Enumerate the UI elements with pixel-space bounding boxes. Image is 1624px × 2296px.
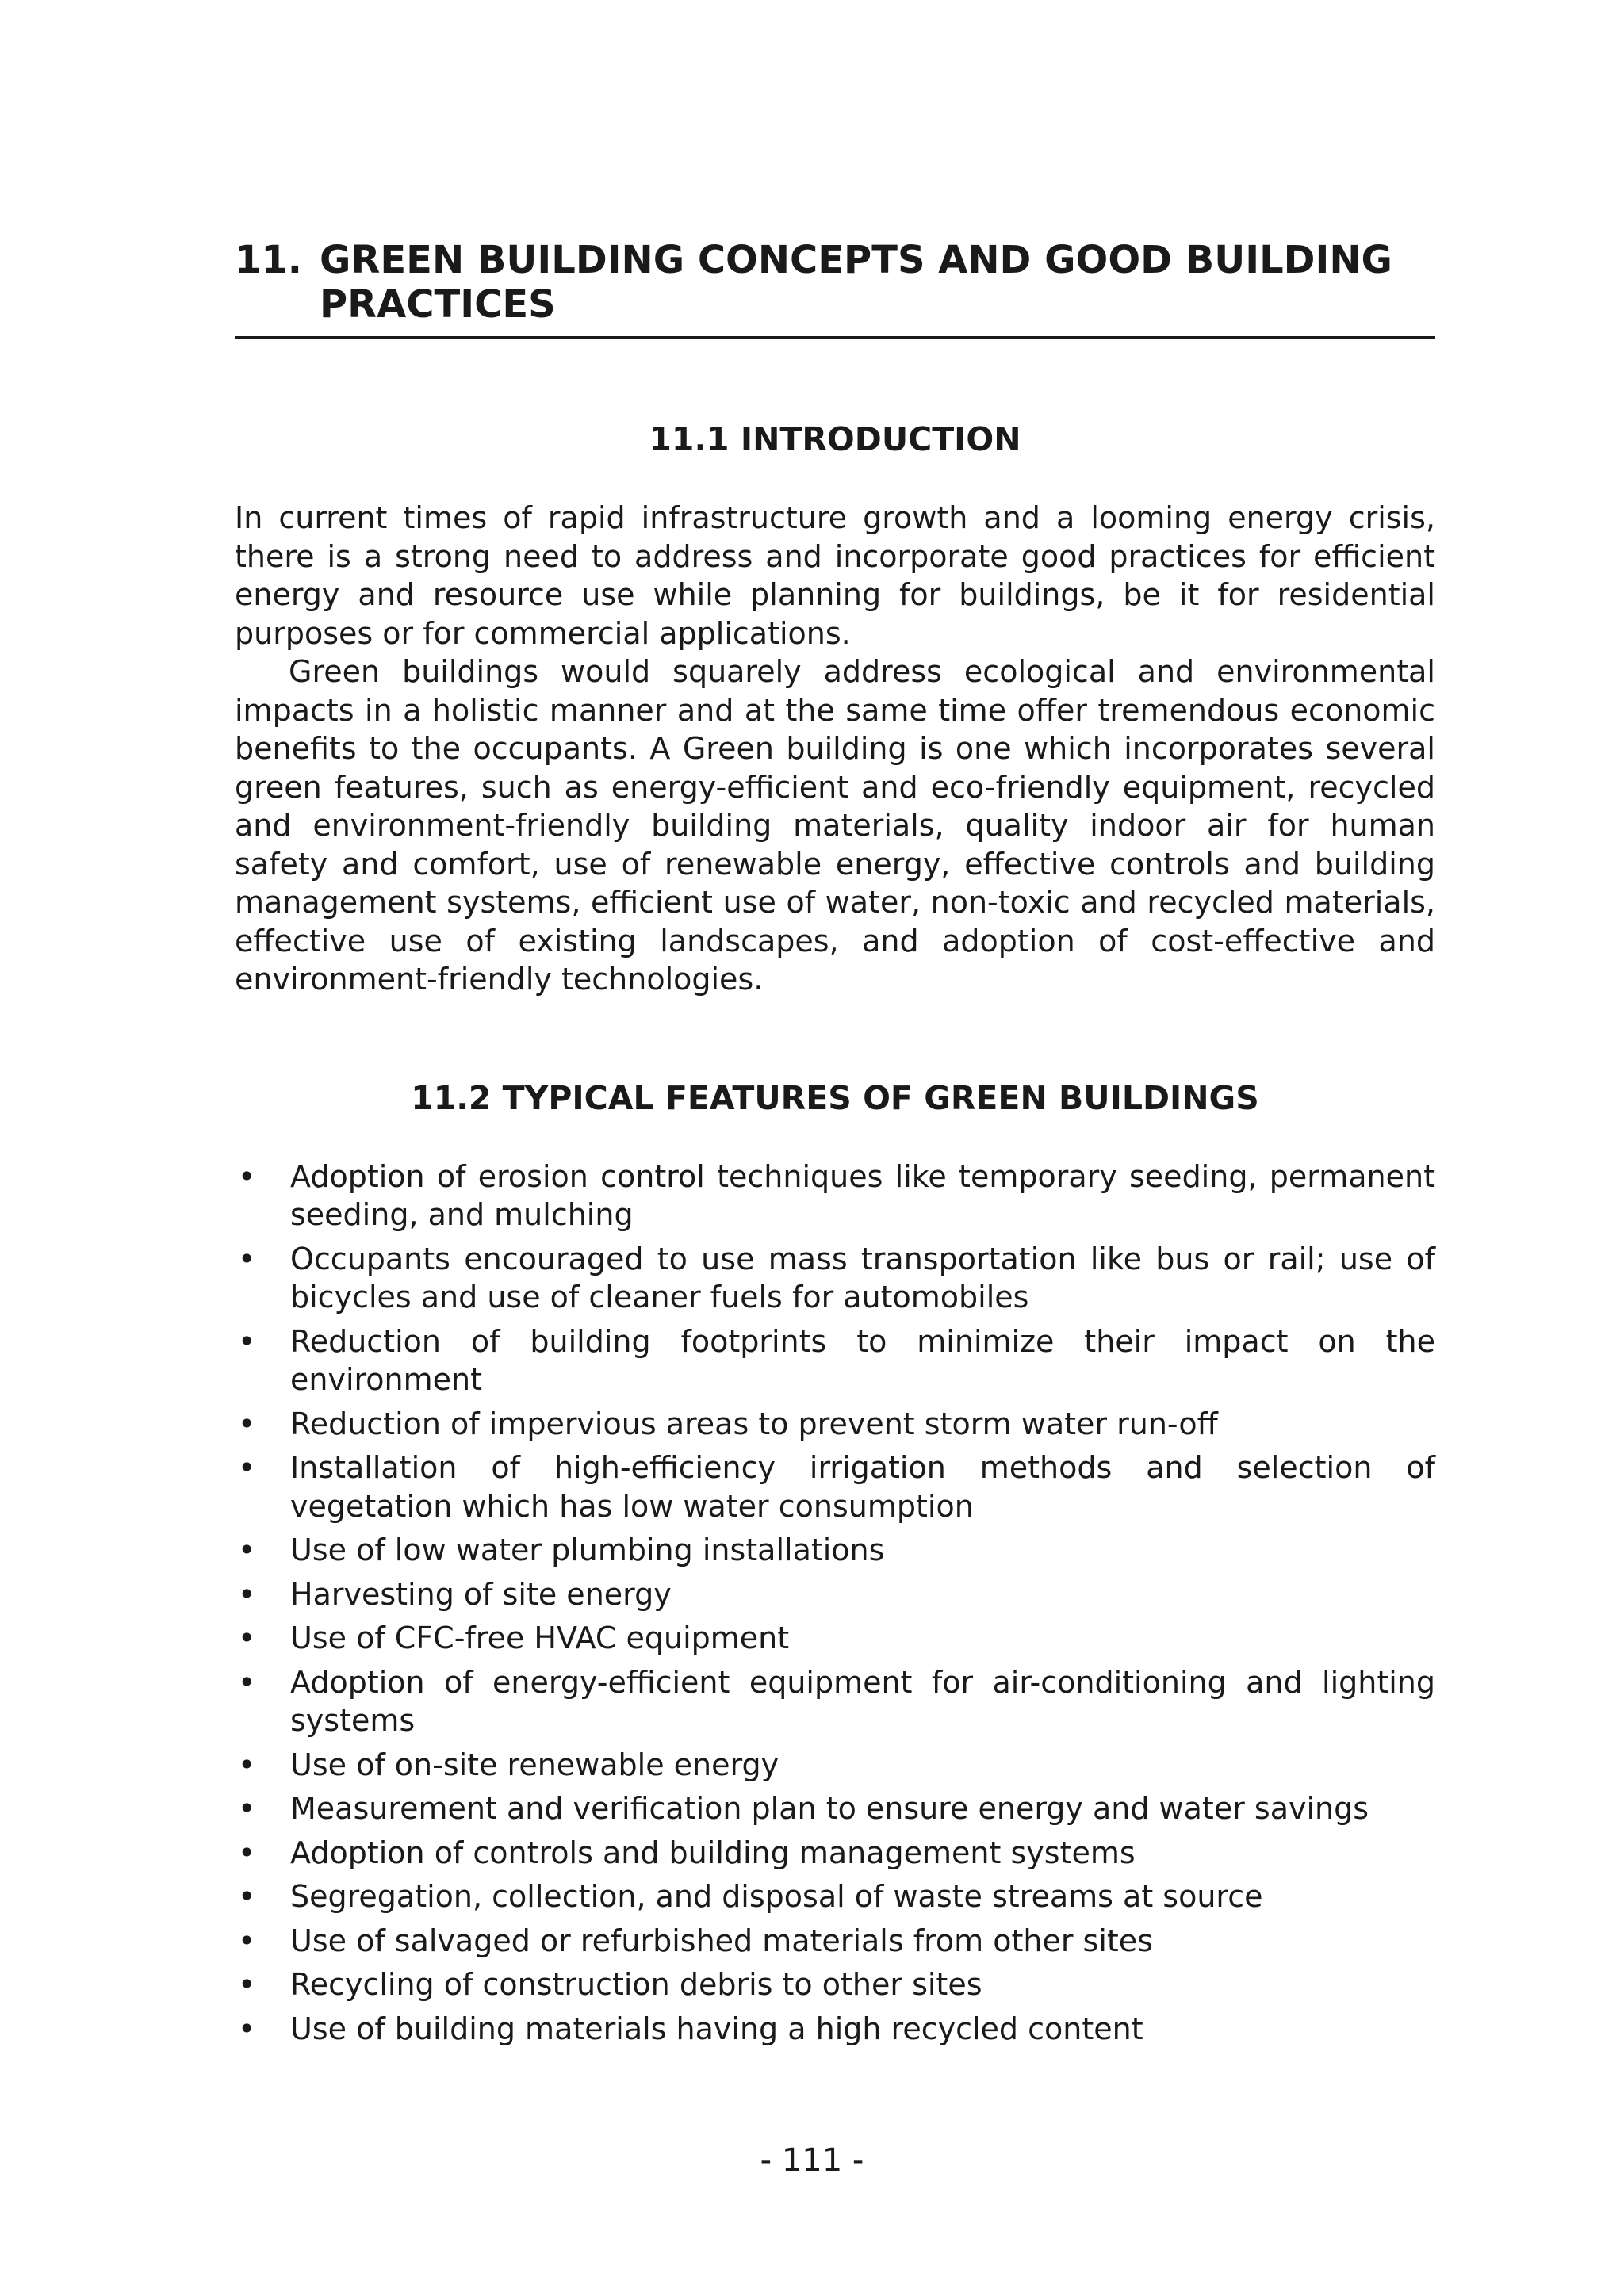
feature-list-item [235,2010,1435,2049]
feature-text: Use of salvaged or refurbished materials from other sites [290,1923,1153,1958]
bullet-icon: • [238,1406,256,1441]
bullet-icon: • [238,1879,256,1914]
feature-list-item [235,1965,1435,2004]
feature-text: Use of on-site renewable energy [290,1747,779,1782]
bullet-icon: • [238,1621,256,1655]
feature-text: Adoption of controls and building management systems [290,1835,1136,1870]
feature-list-item [235,1531,1435,1570]
feature-text: Recycling of construction debris to other sites [290,1967,982,2002]
feature-list-item [235,1877,1435,1916]
feature-text: Segregation, collection, and disposal of waste streams at source [290,1879,1263,1914]
feature-text: Adoption of energy-efficient equipment for air-conditioning and lighting systems [290,1664,1435,1738]
feature-text: Use of low water plumbing installations [290,1533,885,1567]
chapter-title-text: GREEN BUILDING CONCEPTS AND GOOD BUILDING PRACTICES [320,238,1392,327]
feature-list-item [235,1405,1435,1444]
chapter-title [235,238,1435,327]
feature-list-item [235,1322,1435,1399]
feature-list-item [235,1619,1435,1658]
bullet-icon: • [238,1664,256,1700]
bullet-icon: • [238,1967,256,2002]
intro-paragraph: Green buildings would squarely address ecological and environmental impacts in a holistic manner and at the same time offer tremendous economic benefits to the occupants. A Green building is one which incorporates several green features, such as energy-efficient and eco-friendly equipment, recycled and environment-friendly building materials, quality indoor air for human safety and comfort, use of renewable energy, effective controls and building management systems, efficient use of water, non-toxic and recycled materials, effective use of existing landscapes, and adoption of cost-effective and environment-friendly technologies. [235,654,1435,997]
feature-text: Reduction of impervious areas to prevent storm water run-off [290,1406,1218,1441]
feature-list-item [235,1922,1435,1961]
bullet-icon: • [238,1923,256,1958]
bullet-icon: • [238,1158,256,1194]
chapter-title-rule [235,336,1435,339]
bullet-icon: • [238,1791,256,1826]
bullet-icon: • [238,1533,256,1567]
feature-text: Use of CFC-free HVAC equipment [290,1621,790,1655]
feature-list-item [235,1158,1435,1234]
feature-list-item [235,1448,1435,1525]
bullet-icon: • [238,1323,256,1359]
chapter-number: 11. [235,238,303,282]
bullet-icon: • [238,1241,256,1276]
bullet-icon: • [238,1450,256,1485]
feature-text: Reduction of building footprints to minimize their impact on the environment [290,1323,1435,1397]
feature-list-item [235,1746,1435,1785]
bullet-icon: • [238,2011,256,2046]
feature-list-item [235,1575,1435,1614]
feature-list-item [235,1240,1435,1317]
bullet-icon: • [238,1835,256,1870]
feature-text: Adoption of erosion control techniques like temporary seeding, permanent seeding, and mulching [290,1158,1435,1232]
feature-list-item [235,1789,1435,1828]
feature-text: Installation of high-efficiency irrigation methods and selection of vegetation which has low water consumption [290,1450,1435,1524]
bullet-icon: • [238,1576,256,1612]
intro-paragraph: In current times of rapid infrastructure growth and a looming energy crisis, there is a strong need to address and incorporate good practices for efficient energy and resource use while planning for buildings, be it for residential purposes or for commercial applications. [235,500,1435,651]
document-page [235,238,1435,2053]
page-number: - 111 - [760,2142,864,2179]
feature-text: Harvesting of site energy [290,1576,672,1612]
feature-list [235,1158,1435,2049]
section-heading-typical-features: 11.2 TYPICAL FEATURES OF GREEN BUILDINGS [411,1078,1259,1117]
bullet-icon: • [238,1747,256,1782]
feature-text: Measurement and verification plan to ensure energy and water savings [290,1791,1369,1826]
feature-list-item [235,1834,1435,1873]
feature-list-item [235,1663,1435,1740]
feature-text: Occupants encouraged to use mass transportation like bus or rail; use of bicycles and use of cleaner fuels for automobiles [290,1241,1435,1314]
feature-text: Use of building materials having a high recycled content [290,2011,1143,2046]
section-heading-introduction: 11.1 INTRODUCTION [649,420,1021,458]
